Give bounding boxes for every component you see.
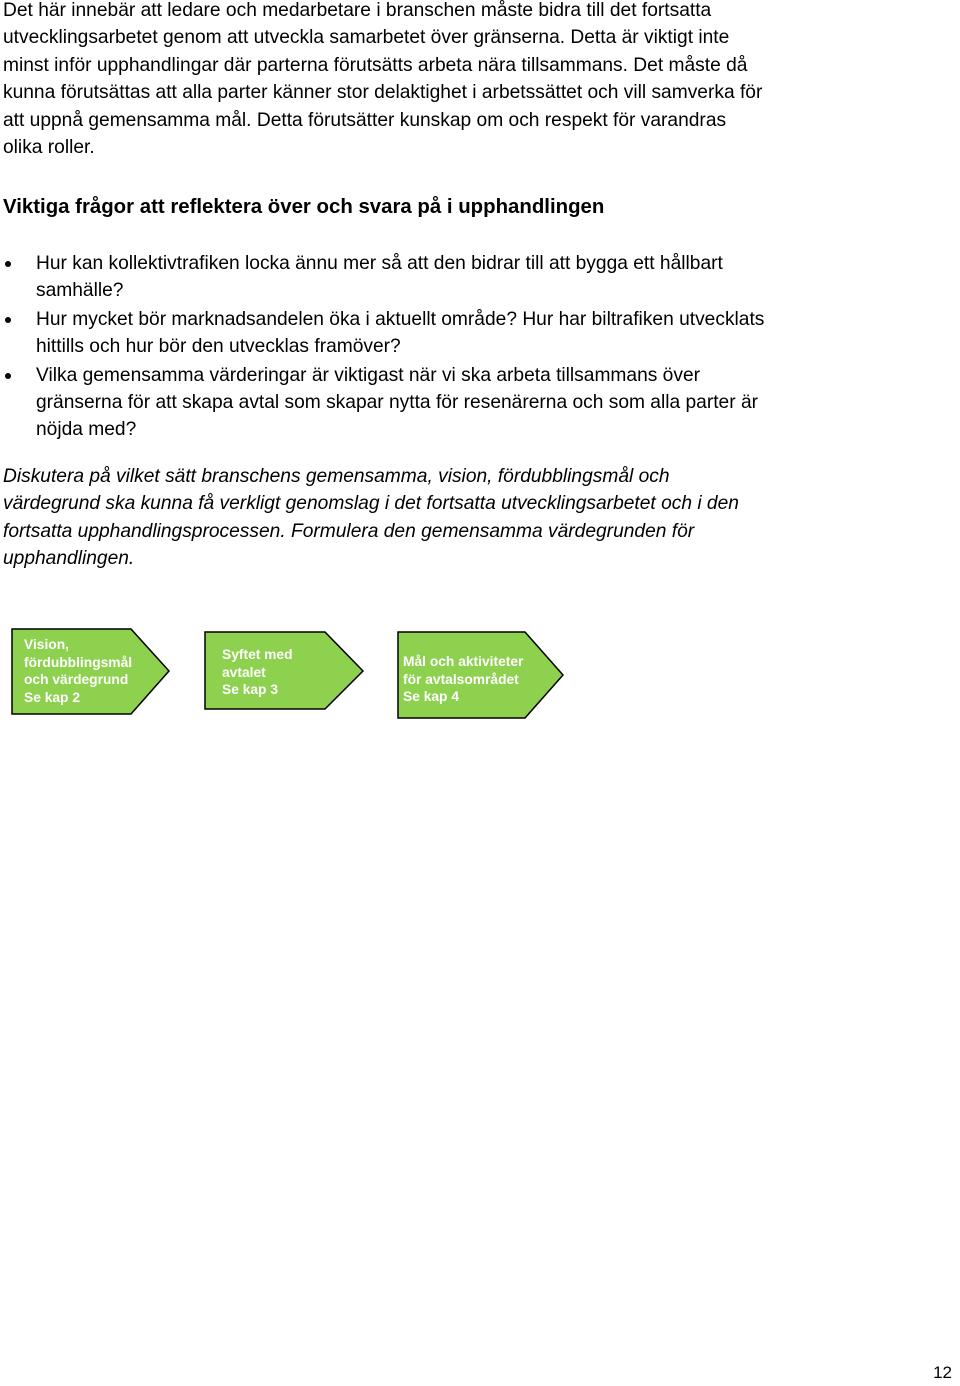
question-line: Hur kan kollektivtrafiken locka ännu mer så att den bidrar till att bygga ett hållbart — [36, 253, 723, 274]
flow-box-line: Se kap 3 — [222, 682, 278, 697]
questions-heading: Viktiga frågor att reflektera över och svara på i upphandlingen — [3, 196, 605, 218]
flow-box-line: fördubblingsmål — [24, 654, 133, 670]
flow-box-1 — [24, 636, 132, 706]
intro-line: att uppnå gemensamma mål. Detta förutsätter kunskap om och respekt för varandras — [3, 109, 727, 131]
question-line: Vilka gemensamma värderingar är viktigast när vi ska arbeta tillsammans över — [36, 364, 701, 386]
question-line: hittills och hur bör den utvecklas framöver? — [36, 336, 401, 358]
intro-line: olika roller. — [3, 137, 95, 159]
question-line: gränserna för att skapa avtal som skapar nytta för resenärerna och som alla parter är — [36, 392, 759, 414]
discussion-paragraph — [3, 463, 943, 573]
list-item — [0, 306, 940, 361]
flow-box-line: Vision, — [24, 637, 69, 652]
discussion-line: fortsatta upphandlingsprocessen. Formulera den gemensamma värdegrunden för — [3, 520, 695, 542]
page-number: 12 — [933, 1363, 952, 1382]
flow-box-line: och värdegrund — [24, 672, 129, 687]
flow-box-2 — [222, 646, 293, 699]
flow-box-line: Mål och aktiviteter — [403, 654, 524, 669]
list-item — [0, 362, 940, 444]
intro-line: utvecklingsarbetet genom att utveckla samarbetet över gränserna. Detta är viktigt inte — [3, 27, 730, 49]
process-flow — [0, 620, 600, 730]
bullet-icon — [5, 317, 11, 323]
bullet-icon — [5, 261, 11, 267]
question-line: samhälle? — [36, 280, 124, 302]
intro-line: minst inför upphandlingar där parterna förutsätts arbeta nära tillsammans. Det måste då — [3, 54, 748, 76]
list-item — [0, 250, 940, 305]
intro-line: Det här innebär att ledare och medarbetare i branschen måste bidra till det fortsatta — [3, 0, 712, 21]
flow-box-line: för avtalsområdet — [403, 671, 519, 687]
questions-list — [0, 250, 940, 445]
flow-box-line: Syftet med — [222, 647, 293, 662]
intro-paragraph — [3, 0, 943, 161]
question-line: nöjda med? — [36, 419, 137, 441]
question-line: Hur mycket bör marknadsandelen öka i aktuellt område? Hur har biltrafiken utvecklats — [36, 308, 765, 330]
flow-box-line: Se kap 4 — [403, 689, 459, 704]
flow-box-3 — [403, 653, 523, 706]
discussion-line: värdegrund ska kunna få verkligt genomslag i det fortsatta utvecklingsarbetet och i den — [3, 493, 739, 515]
bullet-icon — [5, 373, 11, 379]
flow-box-line: Se kap 2 — [24, 689, 80, 705]
intro-line: kunna förutsättas att alla parter känner stor delaktighet i arbetssättet och vill samverka för — [3, 82, 763, 104]
discussion-line: Diskutera på vilket sätt branschens gemensamma, vision, fördubblingsmål och — [3, 466, 670, 487]
discussion-line: upphandlingen. — [3, 548, 135, 570]
flow-box-line: avtalet — [222, 664, 266, 680]
